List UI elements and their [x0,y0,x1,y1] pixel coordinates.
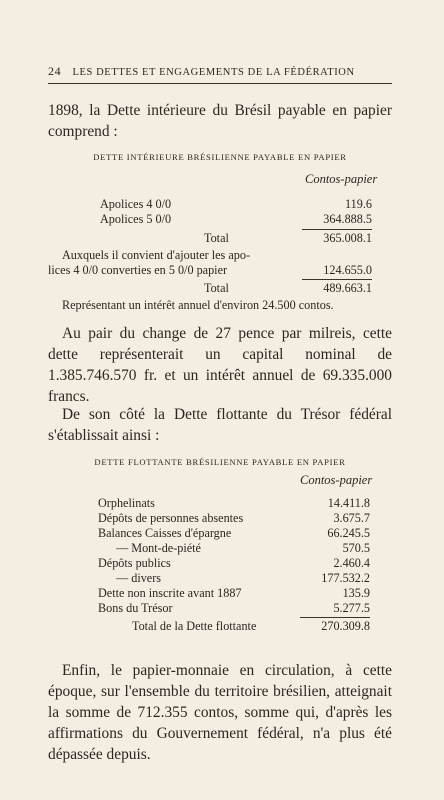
table-row [98,526,370,542]
table-row [98,511,370,527]
row-value: 135.9 [342,586,370,600]
row-value: 570.5 [342,541,370,555]
row-value: 5.277.5 [333,601,370,615]
total-label: Total [204,281,229,295]
paragraph-exchange: Au pair du change de 27 pence par milreis, cette dette représenterait un capital nominal de 1.385.746.570 fr. et un intérêt annuel de 69.335.000 francs. [48,325,392,405]
note-value: 124.655.0 [323,263,372,277]
row-value: 3.675.7 [333,511,370,525]
row-value: 2.460.4 [333,556,370,570]
paragraph-paper-money: Enfin, le papier-monnaie en circulation, à cette époque, sur l'ensemble du territoire brésilien, atteignait la somme de 712.355 contos, somme qui, d'après les affirmations du Gouvernement fédéral, n'a plus été dépassée depuis. [48,662,392,763]
running-title: LES DETTES ET ENGAGEMENTS DE LA FÉDÉRATION [72,67,355,78]
note-label: lices 4 0/0 converties en 5 0/0 papier [48,263,228,277]
table-row [98,541,370,557]
table-row [98,496,370,512]
table-row [98,571,370,587]
total-value: 270.309.8 [321,619,370,633]
table-row [98,556,370,572]
row-label: Apolices 4 0/0 [100,197,172,211]
table2-caption: DETTE FLOTTANTE BRÉSILIENNE PAYABLE EN PAPIER [94,457,346,467]
sum-rule [302,229,372,230]
sum-rule [302,279,372,280]
total-value: 489.663.1 [323,281,372,295]
table1-unit: Contos-papier [305,172,378,186]
total-label: Total de la Dette flottante [132,619,257,633]
row-label: Balances Caisses d'épargne [98,526,232,540]
subtotal-value: 365.008.1 [323,231,372,245]
row-label: Orphelinats [98,496,155,510]
total-row [98,619,370,635]
row-label: Bons du Trésor [98,601,173,615]
row-value: 14.411.8 [327,496,370,510]
row-label: Dépôts publics [98,556,171,570]
paragraph-floating-debt: De son côté la Dette flottante du Trésor fédéral s'établissait ainsi : [48,406,392,444]
table-row [98,601,370,617]
sum-rule [300,617,370,618]
row-label: — Mont-de-piété [116,541,201,555]
row-label: Dépôts de personnes absentes [98,511,244,525]
row-label: Dette non inscrite avant 1887 [98,586,242,600]
note-row [48,263,372,279]
header-rule [48,83,392,84]
table2-unit: Contos-papier [300,473,373,487]
interest-line: Représentant un intérêt annuel d'environ 24.500 contos. [62,298,334,312]
table-row [100,197,372,213]
total-row [100,281,372,297]
row-value: 177.532.2 [321,571,370,585]
table1-caption: DETTE INTÉRIEURE BRÉSILIENNE PAYABLE EN PAPIER [93,152,347,162]
running-header [48,64,392,79]
subtotal-label: Total [204,231,229,245]
row-value: 66.245.5 [327,526,370,540]
subtotal-row [100,231,372,247]
intro-paragraph: 1898, la Dette intérieure du Brésil payable en papier comprend : [48,102,392,140]
row-label: Apolices 5 0/0 [100,212,172,226]
page-number: 24 [48,64,62,78]
row-value: 119.6 [345,197,372,211]
row-value: 364.888.5 [323,212,372,226]
table-row [98,586,370,602]
table1-note-line1: Auxquels il convient d'ajouter les apo- [62,248,251,262]
row-label: — divers [116,571,162,585]
table-row [100,212,372,228]
